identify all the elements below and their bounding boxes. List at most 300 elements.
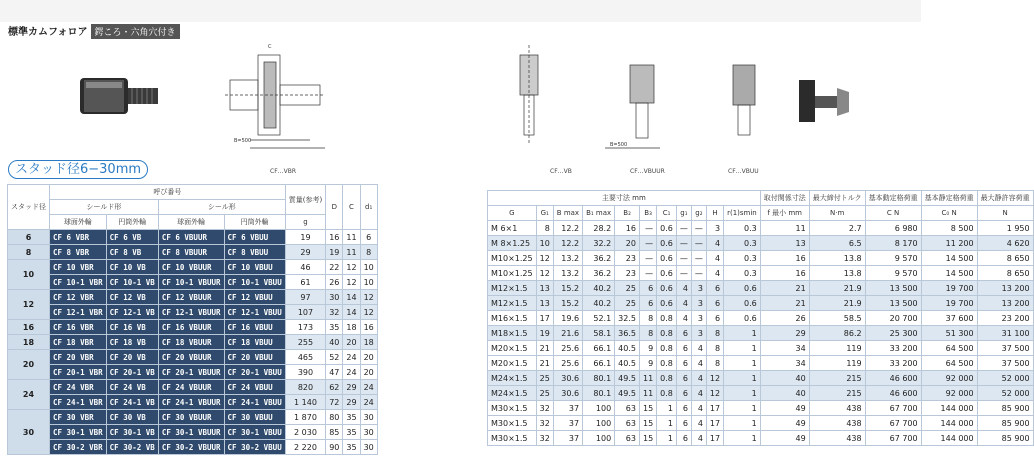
model-code-cell: CF 10 VBUUR — [158, 260, 224, 275]
rt-value-cell: 6 980 — [865, 221, 921, 236]
model-code-cell: CF 20 VBUUR — [158, 350, 224, 365]
model-code-cell: CF 18 VB — [106, 335, 158, 350]
rt-value-cell: 58.1 — [583, 326, 615, 341]
rt-value-cell: 4 — [691, 341, 706, 356]
value-cell: 12 — [360, 290, 377, 305]
rt-value-cell: 215 — [809, 371, 865, 386]
model-code-cell: CF 12-1 VBR — [50, 305, 107, 320]
h-C: C — [343, 185, 360, 230]
rt-value-cell: 32.5 — [615, 311, 640, 326]
rt-value-cell: 15.2 — [553, 296, 582, 311]
value-cell: 18 — [360, 335, 377, 350]
stud-size-cell: 24 — [8, 380, 50, 410]
stud-size-cell: 6 — [8, 230, 50, 245]
rt-value-cell: 52 000 — [977, 386, 1033, 401]
model-code-cell: CF 18 VBUU — [224, 335, 285, 350]
rt-value-cell: 1 — [724, 341, 761, 356]
rt-col-header: H — [706, 206, 723, 221]
rt-value-cell: 100 — [583, 401, 615, 416]
rt-value-cell: 37 — [553, 401, 582, 416]
rt-value-cell: 21.6 — [553, 326, 582, 341]
rt-value-cell: 49 — [760, 401, 809, 416]
rt-value-cell: 6 — [676, 356, 691, 371]
value-cell: 26 — [326, 275, 343, 290]
model-code-cell: CF 30-2 VBUU — [224, 440, 285, 455]
model-code-cell: CF 18 VBUUR — [158, 335, 224, 350]
value-cell: 22 — [326, 260, 343, 275]
right-table-row — [488, 311, 1034, 326]
rt-value-cell: 11 — [639, 386, 656, 401]
rt-value-cell: 13 — [536, 296, 553, 311]
value-cell: 1 140 — [285, 395, 325, 410]
left-table-row — [8, 245, 378, 260]
rt-col-header: B₂ — [615, 206, 640, 221]
left-table-row — [8, 260, 378, 275]
rt-value-cell: 85 900 — [977, 431, 1033, 446]
value-cell: 24 — [360, 380, 377, 395]
value-cell: 820 — [285, 380, 325, 395]
rt-value-cell: 100 — [583, 416, 615, 431]
rt-value-cell: 19.6 — [553, 311, 582, 326]
model-code-cell: CF 10-1 VBUU — [224, 275, 285, 290]
rh-dyn: 基本動定格荷重 — [865, 191, 921, 206]
drawing-vb — [515, 45, 545, 145]
model-code-cell: CF 30 VB — [106, 410, 158, 425]
left-table-row — [8, 335, 378, 350]
value-cell: 35 — [343, 440, 360, 455]
rt-value-cell: M30×1.5 — [488, 401, 537, 416]
rt-value-cell: 8 — [706, 356, 723, 371]
rt-value-cell: M 6×1 — [488, 221, 537, 236]
value-cell: 29 — [343, 395, 360, 410]
rt-value-cell: 4 — [691, 386, 706, 401]
rt-value-cell: 40.2 — [583, 281, 615, 296]
value-cell: 12 — [343, 275, 360, 290]
rt-value-cell: 13 — [536, 281, 553, 296]
rt-value-cell: 438 — [809, 431, 865, 446]
rt-value-cell: 67 700 — [865, 401, 921, 416]
rt-value-cell: 16 — [760, 251, 809, 266]
rt-value-cell: 80.1 — [583, 371, 615, 386]
rt-value-cell: M24×1.5 — [488, 386, 537, 401]
rt-value-cell: 9 570 — [865, 266, 921, 281]
rt-value-cell: 1 — [724, 371, 761, 386]
rt-value-cell: M10×1.25 — [488, 251, 537, 266]
value-cell: 255 — [285, 335, 325, 350]
rt-value-cell: 31 100 — [977, 326, 1033, 341]
rt-value-cell: 32.2 — [583, 236, 615, 251]
value-cell: 16 — [360, 320, 377, 335]
stud-size-cell: 10 — [8, 260, 50, 290]
h-cyl: 円筒外輪 — [106, 215, 158, 230]
right-table-row — [488, 431, 1034, 446]
rt-value-cell: 0.3 — [724, 266, 761, 281]
rt-value-cell: 3 — [691, 281, 706, 296]
value-cell: 2 220 — [285, 440, 325, 455]
rt-value-cell: M18×1.5 — [488, 326, 537, 341]
rt-value-cell: 0.6 — [657, 251, 677, 266]
rt-value-cell: 15.2 — [553, 281, 582, 296]
right-table-row — [488, 296, 1034, 311]
rt-value-cell: 11 — [639, 371, 656, 386]
rt-value-cell: 4 — [706, 251, 723, 266]
right-spec-table — [487, 190, 1034, 446]
value-cell: 24 — [343, 350, 360, 365]
rt-value-cell: 9 570 — [865, 251, 921, 266]
rt-value-cell: 8 — [706, 326, 723, 341]
cam-follower-photo-right — [795, 60, 855, 140]
rt-value-cell: 66.1 — [583, 356, 615, 371]
rt-col-header: B max — [553, 206, 582, 221]
rt-value-cell: 16 — [615, 221, 640, 236]
value-cell: 465 — [285, 350, 325, 365]
model-code-cell: CF 20-1 VBUU — [224, 365, 285, 380]
rt-value-cell: 12 — [706, 386, 723, 401]
rt-value-cell: 33 200 — [865, 356, 921, 371]
rt-value-cell: 100 — [583, 431, 615, 446]
value-cell: 20 — [360, 350, 377, 365]
rt-value-cell: 19 700 — [921, 281, 977, 296]
model-code-cell: CF 24 VB — [106, 380, 158, 395]
stud-size-cell: 20 — [8, 350, 50, 380]
stud-size-cell: 16 — [8, 320, 50, 335]
rt-value-cell: 86.2 — [809, 326, 865, 341]
value-cell: 90 — [326, 440, 343, 455]
rt-value-cell: 16 — [760, 266, 809, 281]
rt-value-cell: 49 — [760, 431, 809, 446]
model-code-cell: CF 10 VB — [106, 260, 158, 275]
value-cell: 18 — [343, 320, 360, 335]
dim-label-c: C — [268, 44, 272, 50]
rt-value-cell: 25 — [536, 386, 553, 401]
model-code-cell: CF 12-1 VB — [106, 305, 158, 320]
rt-value-cell: 21 — [536, 356, 553, 371]
rt-value-cell: 34 — [760, 341, 809, 356]
rt-value-cell: 19 700 — [921, 296, 977, 311]
value-cell: 14 — [343, 305, 360, 320]
caption-r3: CF…VBUU — [728, 168, 759, 175]
model-code-cell: CF 30-2 VB — [106, 440, 158, 455]
model-code-cell: CF 8 VBR — [50, 245, 107, 260]
rt-value-cell: 6 — [676, 341, 691, 356]
model-code-cell: CF 24 VBR — [50, 380, 107, 395]
rt-value-cell: 25.6 — [553, 356, 582, 371]
rt-value-cell: 0.6 — [657, 281, 677, 296]
rt-col-header: G₁ — [536, 206, 553, 221]
value-cell: 12 — [343, 260, 360, 275]
model-code-cell: CF 20-1 VB — [106, 365, 158, 380]
rt-value-cell: 6 — [706, 281, 723, 296]
rt-value-cell: 29 — [760, 326, 809, 341]
model-code-cell: CF 20-1 VBUUR — [158, 365, 224, 380]
model-code-cell: CF 12 VBR — [50, 290, 107, 305]
rt-value-cell: 49.5 — [615, 371, 640, 386]
h-g: g — [285, 215, 325, 230]
rt-col-header: N·m — [809, 206, 865, 221]
rt-value-cell: 34 — [760, 356, 809, 371]
rt-col-header: g₂ — [691, 206, 706, 221]
model-code-cell: CF 20-1 VBR — [50, 365, 107, 380]
rt-value-cell: 37 600 — [921, 311, 977, 326]
rt-value-cell: 13 500 — [865, 281, 921, 296]
model-code-cell: CF 20 VBUU — [224, 350, 285, 365]
value-cell: 20 — [343, 335, 360, 350]
rt-value-cell: 0.3 — [724, 251, 761, 266]
rt-value-cell: 52 000 — [977, 371, 1033, 386]
rt-value-cell: — — [676, 266, 691, 281]
rt-value-cell: 23 — [615, 251, 640, 266]
rt-value-cell: 32 — [536, 416, 553, 431]
model-code-cell: CF 6 VBUU — [224, 230, 285, 245]
rt-value-cell: 23 — [615, 266, 640, 281]
h-d1: d₁ — [360, 185, 377, 230]
rt-value-cell: 66.1 — [583, 341, 615, 356]
rt-value-cell: 21.9 — [809, 281, 865, 296]
rt-value-cell: 25 — [615, 281, 640, 296]
rt-value-cell: 4 — [691, 371, 706, 386]
right-table-row — [488, 356, 1034, 371]
rt-value-cell: 0.3 — [724, 221, 761, 236]
right-table-row — [488, 266, 1034, 281]
right-table-row — [488, 416, 1034, 431]
rt-value-cell: 4 — [691, 401, 706, 416]
left-table-row — [8, 320, 378, 335]
rt-value-cell: 32 — [536, 431, 553, 446]
title-text: 標準カムフォロア — [8, 27, 88, 38]
model-code-cell: CF 10 VBR — [50, 260, 107, 275]
rt-value-cell: 6 — [706, 311, 723, 326]
rt-value-cell: 0.8 — [657, 311, 677, 326]
model-code-cell: CF 20 VBR — [50, 350, 107, 365]
rt-value-cell: 8 650 — [977, 266, 1033, 281]
rt-value-cell: 49 — [760, 416, 809, 431]
rt-value-cell: — — [691, 221, 706, 236]
h-D: D — [326, 185, 343, 230]
left-table-row — [8, 305, 378, 320]
rt-value-cell: 0.8 — [657, 386, 677, 401]
rt-value-cell: — — [676, 221, 691, 236]
rt-value-cell: — — [676, 251, 691, 266]
rt-value-cell: 52.1 — [583, 311, 615, 326]
rh-stat: 基本静定格荷重 — [921, 191, 977, 206]
h-cyl2: 円筒外輪 — [224, 215, 285, 230]
stud-size-cell: 12 — [8, 290, 50, 320]
value-cell: 16 — [326, 230, 343, 245]
rt-value-cell: 4 620 — [977, 236, 1033, 251]
rt-value-cell: 8 — [639, 326, 656, 341]
model-code-cell: CF 30 VBUU — [224, 410, 285, 425]
rt-value-cell: 37 500 — [977, 356, 1033, 371]
value-cell: 12 — [360, 305, 377, 320]
rt-value-cell: — — [691, 236, 706, 251]
right-table-row — [488, 326, 1034, 341]
rt-value-cell: 6.5 — [809, 236, 865, 251]
value-cell: 85 — [326, 425, 343, 440]
rt-value-cell: 12 — [536, 266, 553, 281]
rt-value-cell: 20 700 — [865, 311, 921, 326]
value-cell: 46 — [285, 260, 325, 275]
rt-value-cell: 3 — [706, 221, 723, 236]
rt-value-cell: 25 — [615, 296, 640, 311]
caption-left: CF…VBR — [270, 168, 297, 175]
rt-value-cell: 37 — [553, 431, 582, 446]
rt-value-cell: 30.6 — [553, 371, 582, 386]
model-code-cell: CF 18 VBR — [50, 335, 107, 350]
rt-value-cell: 144 000 — [921, 401, 977, 416]
value-cell: 24 — [343, 365, 360, 380]
model-code-cell: CF 30-1 VBUU — [224, 425, 285, 440]
model-code-cell: CF 24 VBUUR — [158, 380, 224, 395]
value-cell: 20 — [360, 365, 377, 380]
right-table-row — [488, 401, 1034, 416]
value-cell: 72 — [326, 395, 343, 410]
rt-value-cell: 67 700 — [865, 416, 921, 431]
title-tag: 鍔ころ・六角穴付き — [91, 24, 180, 39]
technical-drawing-vbr — [220, 40, 330, 160]
rt-value-cell: 36.2 — [583, 266, 615, 281]
rt-value-cell: 40.2 — [583, 296, 615, 311]
rt-value-cell: 11 — [760, 221, 809, 236]
h-seal2: シール形 — [158, 200, 285, 215]
right-table-row — [488, 341, 1034, 356]
rt-value-cell: 0.8 — [657, 326, 677, 341]
value-cell: 173 — [285, 320, 325, 335]
stud-size-cell: 30 — [8, 410, 50, 455]
rt-value-cell: 20 — [615, 236, 640, 251]
left-table-row — [8, 440, 378, 455]
rt-value-cell: M12×1.5 — [488, 281, 537, 296]
rt-value-cell: 21 — [760, 296, 809, 311]
rt-value-cell: 92 000 — [921, 371, 977, 386]
caption-r1: CF…VB — [550, 168, 572, 175]
rt-value-cell: 40 — [760, 386, 809, 401]
rt-value-cell: 4 — [706, 266, 723, 281]
rt-value-cell: 1 — [724, 386, 761, 401]
rt-col-header: G — [488, 206, 537, 221]
value-cell: 24 — [360, 395, 377, 410]
value-cell: 2 030 — [285, 425, 325, 440]
model-code-cell: CF 10 VBUU — [224, 260, 285, 275]
rt-value-cell: — — [639, 221, 656, 236]
rt-value-cell: 6 — [676, 431, 691, 446]
rt-value-cell: 6 — [676, 326, 691, 341]
rt-value-cell: 25 300 — [865, 326, 921, 341]
rt-value-cell: 1 — [724, 356, 761, 371]
rt-value-cell: 4 — [676, 281, 691, 296]
value-cell: 29 — [343, 380, 360, 395]
model-code-cell: CF 12-1 VBUU — [224, 305, 285, 320]
right-table-row — [488, 281, 1034, 296]
rt-value-cell: M24×1.5 — [488, 371, 537, 386]
rt-value-cell: 4 — [691, 356, 706, 371]
model-code-cell: CF 30 VBUUR — [158, 410, 224, 425]
rt-value-cell: 85 900 — [977, 416, 1033, 431]
rt-value-cell: 12 — [536, 251, 553, 266]
rt-value-cell: 36.5 — [615, 326, 640, 341]
value-cell: 30 — [360, 410, 377, 425]
rt-value-cell: 6 — [676, 386, 691, 401]
rt-value-cell: 144 000 — [921, 431, 977, 446]
rt-value-cell: 0.6 — [657, 296, 677, 311]
rt-value-cell: 6 — [706, 296, 723, 311]
rt-value-cell: 40.5 — [615, 341, 640, 356]
rt-value-cell: 13 500 — [865, 296, 921, 311]
rt-value-cell: 12.2 — [553, 236, 582, 251]
model-code-cell: CF 12 VBUUR — [158, 290, 224, 305]
rt-value-cell: 8 170 — [865, 236, 921, 251]
caption-r2: CF…VBUUR — [630, 168, 665, 175]
model-code-cell: CF 16 VB — [106, 320, 158, 335]
left-table-row — [8, 425, 378, 440]
rt-value-cell: 36.2 — [583, 251, 615, 266]
rt-value-cell: 25.6 — [553, 341, 582, 356]
rt-value-cell: 3 — [691, 326, 706, 341]
rt-col-header: f 最小 mm — [760, 206, 809, 221]
model-code-cell: CF 10-1 VB — [106, 275, 158, 290]
rt-value-cell: M30×1.5 — [488, 431, 537, 446]
rt-value-cell: M16×1.5 — [488, 311, 537, 326]
rh-allow: 最大静許容荷重 — [977, 191, 1033, 206]
rt-value-cell: 19 — [536, 326, 553, 341]
rt-value-cell: 63 — [615, 431, 640, 446]
rt-value-cell: 21.9 — [809, 296, 865, 311]
rt-value-cell: 1 — [657, 401, 677, 416]
model-code-cell: CF 24 VBUU — [224, 380, 285, 395]
dim-label-b500b: B=500 — [610, 142, 628, 148]
rt-value-cell: 0.6 — [724, 296, 761, 311]
rt-value-cell: 1 — [724, 416, 761, 431]
rt-value-cell: 8 — [536, 221, 553, 236]
rt-value-cell: 0.3 — [724, 236, 761, 251]
left-table-row — [8, 395, 378, 410]
rt-value-cell: 438 — [809, 401, 865, 416]
rh-main: 主要寸法 mm — [488, 191, 761, 206]
rt-value-cell: 33 200 — [865, 341, 921, 356]
model-code-cell: CF 10-1 VBUUR — [158, 275, 224, 290]
rt-value-cell: 15 — [639, 431, 656, 446]
rt-value-cell: — — [676, 236, 691, 251]
left-table-row — [8, 365, 378, 380]
model-code-cell: CF 8 VBUUR — [158, 245, 224, 260]
left-table-row — [8, 230, 378, 245]
drawing-vbuur — [600, 60, 670, 160]
right-table-row — [488, 251, 1034, 266]
top-bar — [0, 0, 921, 22]
rt-value-cell: 49.5 — [615, 386, 640, 401]
rt-value-cell: 4 — [706, 236, 723, 251]
rt-value-cell: 32 — [536, 401, 553, 416]
rt-value-cell: 119 — [809, 356, 865, 371]
rt-value-cell: 0.8 — [657, 341, 677, 356]
left-spec-table — [7, 184, 378, 455]
h-size: スタッド径 — [8, 185, 50, 230]
value-cell: 11 — [343, 230, 360, 245]
value-cell: 8 — [360, 245, 377, 260]
value-cell: 97 — [285, 290, 325, 305]
rt-value-cell: 4 — [691, 431, 706, 446]
rt-value-cell: 4 — [676, 311, 691, 326]
rt-col-header: C N — [865, 206, 921, 221]
rt-value-cell: — — [691, 266, 706, 281]
model-code-cell: CF 10-1 VBR — [50, 275, 107, 290]
rh-tmax: 最大締付トルク — [809, 191, 865, 206]
model-code-cell: CF 30-2 VBUUR — [158, 440, 224, 455]
rt-value-cell: 17 — [536, 311, 553, 326]
right-table-row — [488, 371, 1034, 386]
rt-col-header: r(1)smin — [724, 206, 761, 221]
rt-value-cell: 6 — [676, 371, 691, 386]
h-ball: 球面外輪 — [50, 215, 107, 230]
